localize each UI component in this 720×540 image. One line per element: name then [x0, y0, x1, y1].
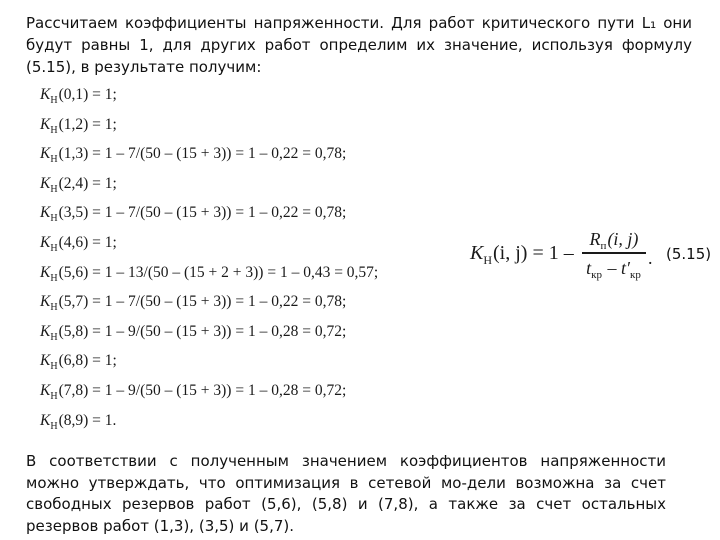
formula-expression: (5,7) = 1 – 7/(50 – (15 + 3)) = 1 – 0,22 = 0,78;: [58, 293, 347, 311]
formula-row: [40, 376, 420, 406]
formula-lhs-subscript: Н: [483, 253, 493, 267]
formula-row: [40, 346, 420, 376]
formula-symbol: K: [40, 293, 51, 311]
formula-lhs-symbol: K: [470, 242, 484, 264]
formula-period: .: [648, 248, 653, 268]
formula-symbol: K: [40, 145, 51, 163]
denominator-t1: t: [586, 257, 592, 278]
formula-subscript: Н: [50, 361, 58, 373]
formula-row: [40, 139, 420, 169]
formula-expression: (1,3) = 1 – 7/(50 – (15 + 3)) = 1 – 0,22 = 0,78;: [58, 145, 347, 163]
formula-subscript: Н: [50, 331, 58, 343]
formula-symbol: K: [40, 86, 51, 103]
denominator-t2: t′: [621, 257, 630, 278]
denominator-sub2: кр: [629, 268, 641, 281]
formula-symbol: K: [40, 115, 51, 133]
numerator-subscript: п: [600, 240, 607, 252]
formula-subscript: Н: [50, 390, 58, 402]
formula-symbol: K: [40, 411, 51, 429]
formula-expression: (7,8) = 1 – 9/(50 – (15 + 3)) = 1 – 0,28 = 0,72;: [58, 381, 347, 399]
formula-row: [40, 317, 420, 347]
formula-subscript: Н: [50, 213, 58, 225]
coefficient-list: [40, 80, 420, 435]
intro-paragraph: [26, 12, 692, 78]
equation-number: (5.15): [666, 245, 712, 263]
formula-symbol: K: [40, 174, 51, 192]
formula-symbol: K: [40, 204, 51, 222]
conclusion-paragraph: [26, 451, 666, 537]
formula-symbol: K: [40, 352, 51, 370]
conclusion-text: В соответствии с полученным значением коэффициентов напряженности можно утверждать, что оптимизация в сетевой мо-дели возможна за счет свободных резервов работ (5,6), (5,8) и (7,8), а также за счет остальных резервов работ (1,3), (3,5) и (5,7).: [26, 452, 666, 535]
numerator-symbol: R: [589, 229, 601, 249]
formula-row: [40, 258, 420, 288]
fraction-denominator: [582, 254, 646, 280]
intro-text: Рассчитаем коэффициенты напряженности. Для работ критического пути L₁ они будут равны 1, для других работ определим их значение, используя формулу (5.15), в результате получим:: [26, 14, 692, 76]
formula-subscript: Н: [50, 272, 58, 284]
formula-row: [40, 110, 420, 140]
formula-expression: (0,1) = 1;: [58, 86, 117, 103]
formula-expression: (5,8) = 1 – 9/(50 – (15 + 3)) = 1 – 0,28 = 0,72;: [58, 322, 347, 340]
formula-symbol: K: [40, 233, 51, 251]
formula-symbol: K: [40, 322, 51, 340]
formula-expression: (3,5) = 1 – 7/(50 – (15 + 3)) = 1 – 0,22 = 0,78;: [58, 204, 347, 222]
formula-row: [40, 198, 420, 228]
denominator-sub1: кр: [591, 268, 603, 281]
denominator-minus: –: [603, 257, 622, 278]
formula-row: [40, 169, 420, 199]
tension-coefficient-formula: [470, 226, 653, 286]
formula-row: [40, 406, 420, 436]
formula-symbol: K: [40, 381, 51, 399]
formula-expression: (5,6) = 1 – 13/(50 – (15 + 2 + 3)) = 1 – 0,43 = 0,57;: [58, 263, 379, 281]
fraction-numerator: [582, 226, 646, 252]
formula-expression: (1,2) = 1;: [58, 115, 117, 133]
formula-subscript: Н: [50, 183, 58, 195]
formula-subscript: Н: [50, 154, 58, 166]
formula-row: [40, 80, 420, 110]
numerator-rest: (i, j): [607, 229, 639, 249]
formula-fraction: [582, 226, 646, 280]
formula-symbol: K: [40, 263, 51, 281]
formula-subscript: Н: [50, 95, 58, 106]
formula-lhs-rest: (i, j) = 1 –: [493, 242, 574, 264]
formula-lhs: [470, 242, 574, 265]
formula-subscript: Н: [50, 420, 58, 432]
formula-expression: (4,6) = 1;: [58, 233, 117, 251]
formula-subscript: Н: [50, 302, 58, 314]
formula-row: [40, 287, 420, 317]
formula-subscript: Н: [50, 124, 58, 136]
formula-expression: (6,8) = 1;: [58, 352, 117, 370]
formula-expression: (8,9) = 1.: [58, 411, 117, 429]
formula-subscript: Н: [50, 242, 58, 254]
formula-row: [40, 228, 420, 258]
formula-expression: (2,4) = 1;: [58, 174, 117, 192]
